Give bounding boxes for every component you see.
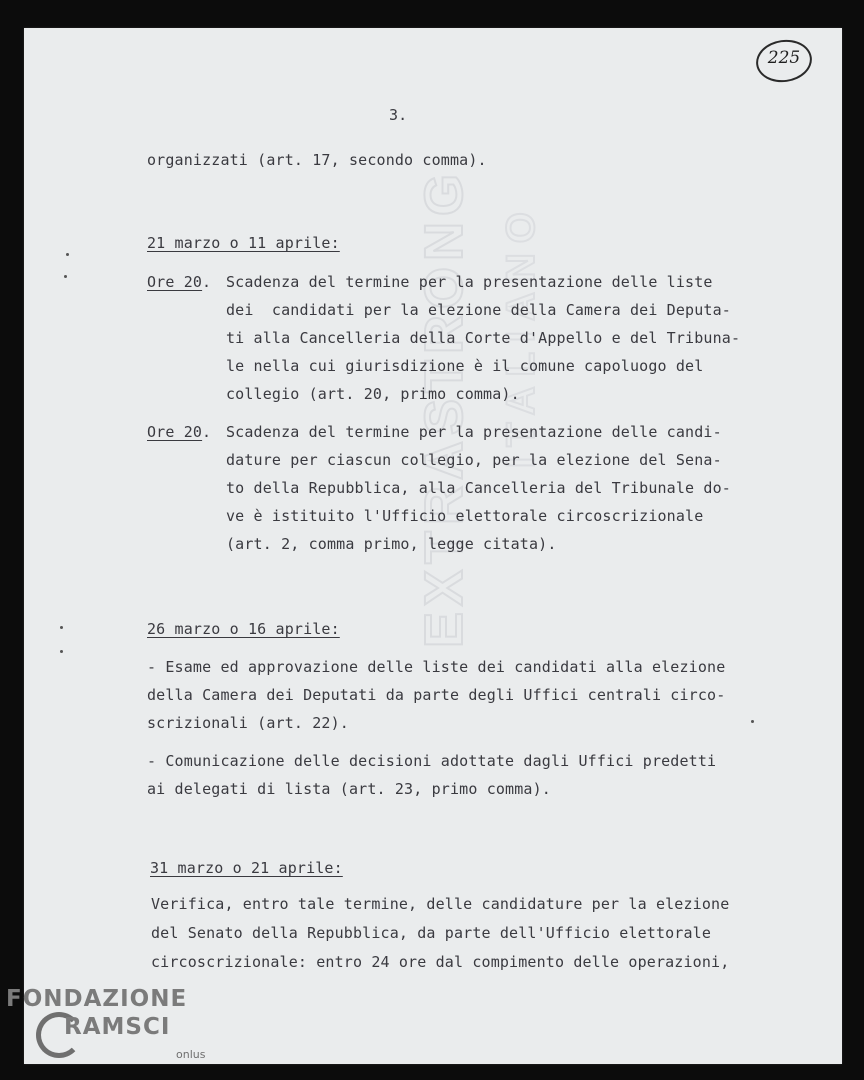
body-line: Scadenza del termine per la presentazione delle candi- [226,423,722,441]
body-line: - Comunicazione delle decisioni adottate dagli Uffici predetti [147,752,717,770]
watermark-col2: ITALIANO [499,202,543,468]
paper-speck [60,650,63,653]
section-heading: 26 marzo o 16 aprile: [147,620,340,638]
label-dot: . [202,273,212,291]
body-line: ti alla Cancelleria della Corte d'Appello e del Tribuna- [226,329,741,347]
time-label: Ore 20 [147,273,203,291]
document-page [24,28,842,1064]
body-line: ai delegati di lista (art. 23, primo comma). [147,780,551,798]
body-line: dei candidati per la elezione della Camera dei Deputa- [226,301,731,319]
brand-line1: FONDAZIONE [6,986,188,1012]
body-line: le nella cui giurisdizione è il comune capoluogo del [226,357,704,375]
body-line: (art. 2, comma primo, legge citata). [226,535,557,553]
folio-number: 225 [767,48,801,68]
brand-line2: RAMSCI [64,1014,171,1040]
paper-speck [60,626,63,629]
body-line: dature per ciascun collegio, per la elezione del Sena- [226,451,722,469]
body-line: Scadenza del termine per la presentazione delle liste [226,273,713,291]
label-dot: . [202,423,212,441]
body-line: circoscrizionale: entro 24 ore dal compimento delle operazioni, [151,953,730,971]
body-line: del Senato della Repubblica, da parte dell'Ufficio elettorale [151,924,712,942]
section-heading: 31 marzo o 21 aprile: [150,859,343,877]
intro-line: organizzati (art. 17, secondo comma). [147,151,487,169]
section-heading: 21 marzo o 11 aprile: [147,234,340,252]
paper-speck [66,253,69,256]
paper-speck [751,720,754,723]
body-line: collegio (art. 20, primo comma). [226,385,520,403]
body-line: - Esame ed approvazione delle liste dei candidati alla elezione [147,658,726,676]
body-line: Verifica, entro tale termine, delle candidature per la elezione [151,895,730,913]
page-number: 3. [389,106,408,124]
time-label: Ore 20 [147,423,203,441]
paper-speck [64,275,67,278]
body-line: scrizionali (art. 22). [147,714,349,732]
body-line: della Camera dei Deputati da parte degli Uffici centrali circo- [147,686,726,704]
brand-suffix: onlus [176,1048,206,1061]
body-line: ve è istituito l'Ufficio elettorale circoscrizionale [226,507,704,525]
body-line: to della Repubblica, alla Cancelleria del Tribunale do- [226,479,731,497]
watermark-col1: EXTRASTRONG [414,167,474,648]
